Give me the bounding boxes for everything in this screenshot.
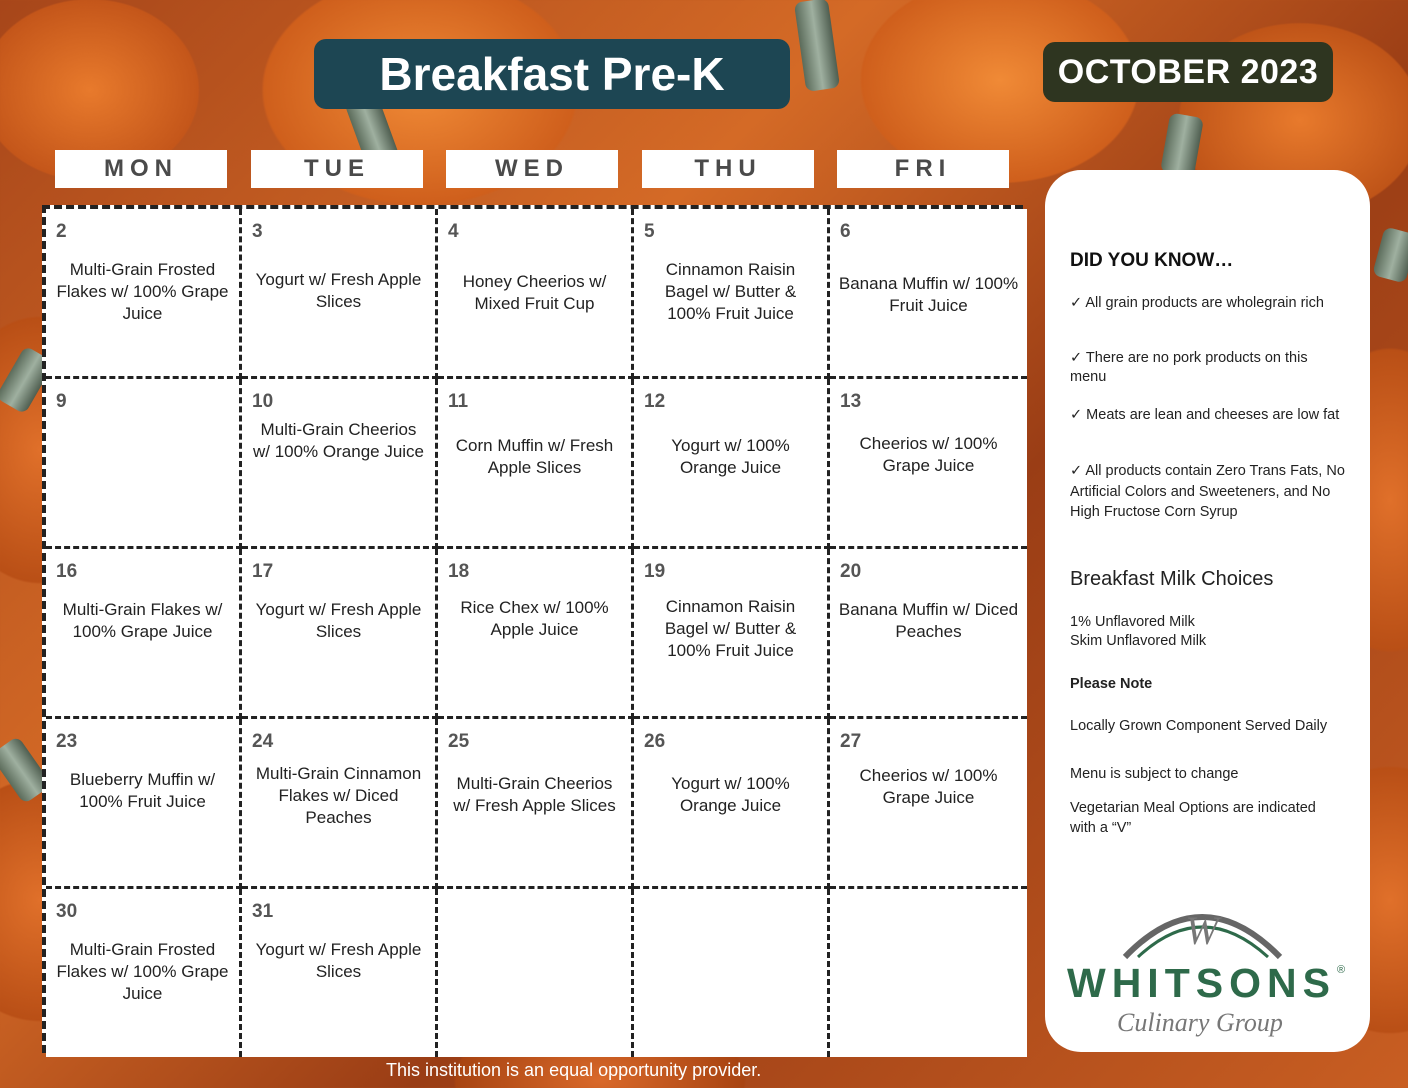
cell-meal: Banana Muffin w/ Diced Peaches (838, 600, 1019, 641)
calendar-cell (46, 719, 242, 889)
calendar-cell (830, 209, 1027, 379)
calendar-cell (242, 719, 438, 889)
page-title: Breakfast Pre-K (314, 39, 790, 109)
cell-meal: Cinnamon Raisin Bagel w/ Butter & 100% Fruit Juice (664, 597, 797, 660)
cell-meal: Cinnamon Raisin Bagel w/ Butter & 100% Fruit Juice (664, 260, 797, 323)
pumpkin-stem-decoration (794, 0, 840, 92)
cell-meal: Yogurt w/ Fresh Apple Slices (255, 940, 422, 981)
calendar-cell (634, 889, 830, 1057)
logo-mark-letter: W (1185, 908, 1219, 953)
cell-date: 19 (644, 561, 666, 582)
cell-meal: Honey Cheerios w/ Mixed Fruit Cup (462, 272, 607, 313)
note-item: Locally Grown Component Served Daily (1070, 718, 1328, 734)
fact-item: ✓ There are no pork products on this menu (1070, 350, 1308, 385)
whitsons-logo-name: WHITSONS (1067, 960, 1336, 1006)
cell-date: 3 (252, 221, 263, 242)
please-note-title: Please Note (1070, 676, 1153, 692)
cell-date: 18 (448, 561, 470, 582)
cell-meal: Blueberry Muffin w/ 100% Fruit Juice (69, 770, 216, 811)
cell-meal: Cheerios w/ 100% Grape Juice (859, 434, 998, 475)
day-header-thu: THU (642, 150, 814, 188)
cell-meal: Rice Chex w/ 100% Apple Juice (460, 598, 609, 639)
cell-date: 27 (840, 731, 862, 752)
cell-meal: Banana Muffin w/ 100% Fruit Juice (838, 274, 1019, 315)
calendar-cell (46, 889, 242, 1057)
fact-item: ✓ All grain products are wholegrain rich (1070, 295, 1324, 311)
calendar-cell (438, 549, 634, 719)
cell-meal: Yogurt w/ Fresh Apple Slices (255, 270, 422, 311)
cell-meal: Multi-Grain Cheerios w/ Fresh Apple Slices (453, 774, 616, 815)
calendar-cell (830, 379, 1027, 549)
cell-date: 25 (448, 731, 470, 752)
fact-item: ✓ All products contain Zero Trans Fats, No Artificial Colors and Sweeteners, and No High Fructose Corn Syrup (1070, 463, 1345, 520)
calendar-cell (830, 889, 1027, 1057)
calendar-cell (830, 719, 1027, 889)
calendar-cell (634, 549, 830, 719)
day-header-tue: TUE (251, 150, 423, 188)
info-sidebar (1045, 170, 1370, 1052)
cell-meal: Multi-Grain Cheerios w/ 100% Orange Juice (252, 420, 425, 461)
cell-meal: Corn Muffin w/ Fresh Apple Slices (455, 436, 614, 477)
calendar-grid (42, 205, 1023, 1053)
calendar-cell (438, 719, 634, 889)
cell-meal: Multi-Grain Flakes w/ 100% Grape Juice (62, 600, 223, 641)
calendar-cell (634, 379, 830, 549)
calendar-cell (634, 209, 830, 379)
calendar-cell (438, 379, 634, 549)
cell-date: 10 (252, 391, 274, 412)
equal-opportunity-footer: This institution is an equal opportunity provider. (386, 1060, 762, 1080)
calendar-cell (438, 209, 634, 379)
cell-date: 12 (644, 391, 666, 412)
cell-meal: Multi-Grain Frosted Flakes w/ 100% Grape Juice (56, 940, 229, 1003)
cell-meal: Yogurt w/ 100% Orange Juice (671, 436, 790, 477)
calendar-cell (438, 889, 634, 1057)
calendar-cell (634, 719, 830, 889)
calendar-cell (46, 209, 242, 379)
cell-date: 24 (252, 731, 274, 752)
fact-item: ✓ Meats are lean and cheeses are low fat (1070, 407, 1340, 423)
cell-date: 5 (644, 221, 655, 242)
cell-meal: Yogurt w/ Fresh Apple Slices (255, 600, 422, 641)
cell-date: 30 (56, 901, 78, 922)
note-item: Vegetarian Meal Options are indicated with a “V” (1070, 800, 1316, 836)
cell-date: 13 (840, 391, 862, 412)
did-you-know-title: DID YOU KNOW… (1070, 250, 1234, 271)
note-item: Menu is subject to change (1070, 766, 1239, 782)
pumpkin-stem-decoration (1160, 113, 1204, 178)
whitsons-logo-subtitle: Culinary Group (1117, 1008, 1283, 1037)
cell-meal: Multi-Grain Cinnamon Flakes w/ Diced Peaches (255, 764, 422, 827)
day-header-wed: WED (446, 150, 618, 188)
cell-date: 2 (56, 221, 67, 242)
calendar-cell (46, 549, 242, 719)
day-header-fri: FRI (837, 150, 1009, 188)
cell-date: 4 (448, 221, 459, 242)
registered-mark: ® (1337, 964, 1346, 976)
calendar-cell (242, 379, 438, 549)
cell-date: 11 (448, 391, 469, 412)
cell-date: 26 (644, 731, 666, 752)
calendar-cell (242, 549, 438, 719)
milk-option: Skim Unflavored Milk (1070, 633, 1207, 649)
cell-date: 17 (252, 561, 274, 582)
cell-meal: Yogurt w/ 100% Orange Juice (671, 774, 790, 815)
day-header-mon: MON (55, 150, 227, 188)
cell-date: 23 (56, 731, 78, 752)
cell-date: 16 (56, 561, 78, 582)
cell-date: 20 (840, 561, 862, 582)
cell-date: 6 (840, 221, 851, 242)
pumpkin-stem-decoration (1372, 226, 1408, 283)
calendar-cell (242, 889, 438, 1057)
calendar-cell (46, 379, 242, 549)
calendar-cell (830, 549, 1027, 719)
calendar-cell (242, 209, 438, 379)
cell-date: 31 (252, 901, 274, 922)
month-badge: OCTOBER 2023 (1043, 42, 1333, 102)
cell-meal: Multi-Grain Frosted Flakes w/ 100% Grape Juice (56, 260, 229, 323)
milk-option: 1% Unflavored Milk (1070, 614, 1195, 630)
cell-meal: Cheerios w/ 100% Grape Juice (859, 766, 998, 807)
milk-choices-title: Breakfast Milk Choices (1070, 568, 1274, 590)
cell-date: 9 (56, 391, 67, 412)
